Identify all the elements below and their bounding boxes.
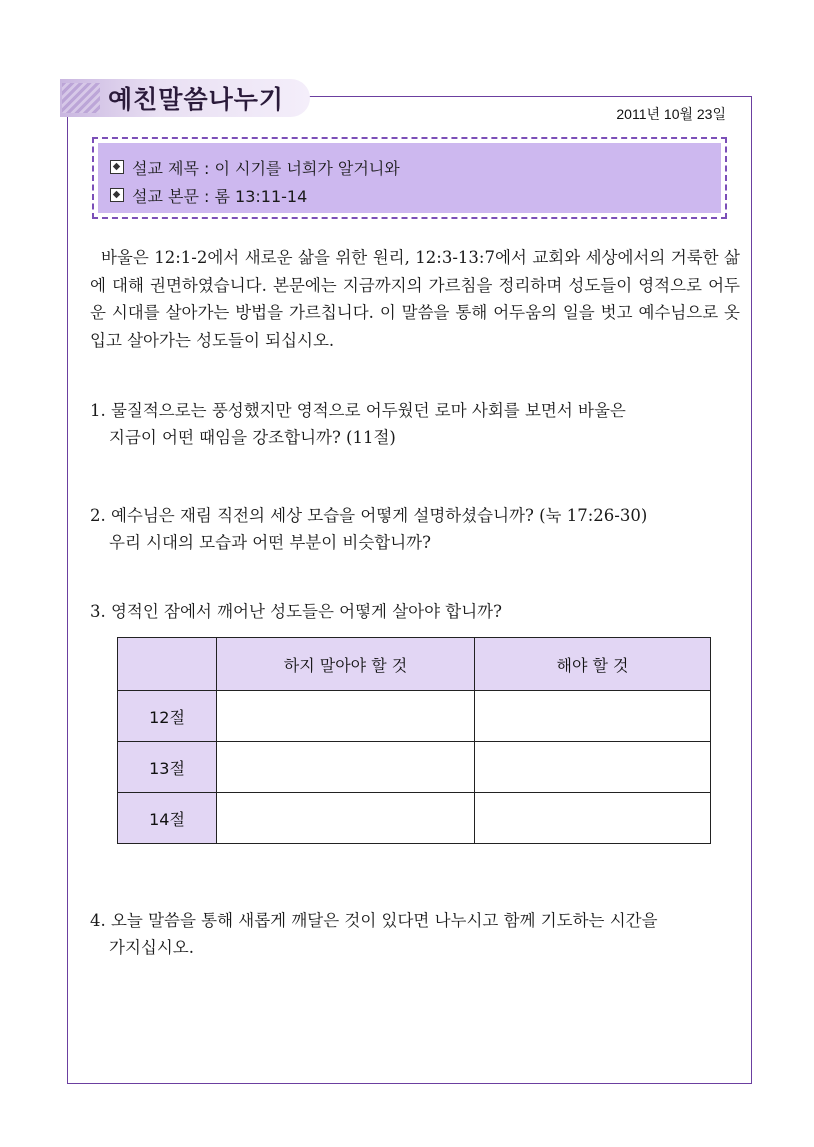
row-label-12: 12절 (118, 691, 217, 742)
question-1-line1: 1. 물질적으로는 풍성했지만 영적으로 어두웠던 로마 사회를 보면서 바울은 (90, 401, 626, 420)
row-label-13: 13절 (118, 742, 217, 793)
question-4-line1: 4. 오늘 말씀을 통해 새롭게 깨달은 것이 있다면 나누시고 함께 기도하는 시간을 (90, 911, 658, 930)
answer-cell[interactable] (217, 793, 475, 844)
answer-cell[interactable] (475, 691, 711, 742)
question-2-line1: 2. 예수님은 재림 직전의 세상 모습을 어떻게 설명하셨습니까? (눅 17:26-30) (90, 506, 648, 525)
date: 2011년 10월 23일 (616, 106, 726, 122)
sermon-info-box (92, 137, 727, 219)
table-row (118, 793, 711, 844)
diamond-bullet-icon (110, 188, 124, 202)
question-4 (90, 907, 740, 961)
table-row (118, 691, 711, 742)
sermon-text: 설교 본문 : 롬 13:11-14 (132, 186, 308, 206)
question-2 (90, 502, 740, 556)
question-3 (90, 598, 740, 625)
table-row (118, 742, 711, 793)
table-header-dont: 하지 말아야 할 것 (217, 638, 475, 691)
row-label-14: 14절 (118, 793, 217, 844)
header-decoration (62, 83, 100, 113)
question-3-line1: 3. 영적인 잠에서 깨어난 성도들은 어떻게 살아야 합니까? (90, 602, 502, 621)
diamond-bullet-icon (110, 160, 124, 174)
answer-cell[interactable] (217, 691, 475, 742)
sermon-text-row (110, 181, 721, 209)
sermon-title: 설교 제목 : 이 시기를 너희가 알거니와 (132, 158, 400, 178)
table-header-corner (118, 638, 217, 691)
question-1 (90, 397, 740, 451)
answer-table (117, 637, 711, 844)
question-4-line2: 가지십시오. (109, 938, 194, 957)
answer-cell[interactable] (217, 742, 475, 793)
intro-text: 바울은 12:1-2에서 새로운 삶을 위한 원리, 12:3-13:7에서 교회와 세상에서의 거룩한 삶에 대해 권면하였습니다. 본문에는 지금까지의 가르침을 정리하며 성도들이 영적으로 어두운 시대를 살아가는 방법을 가르칩니다. 이 말씀을 통해 어두움의 일을 벗고 예수님으로 옷 입고 살아가는 성도들이 되십시오. (90, 248, 740, 350)
answer-cell[interactable] (475, 742, 711, 793)
page-title: 예친말씀나누기 (108, 85, 285, 114)
header-rule (310, 96, 752, 97)
question-2-line2: 우리 시대의 모습과 어떤 부분이 비슷합니까? (109, 533, 431, 552)
intro-paragraph (90, 244, 740, 354)
answer-cell[interactable] (475, 793, 711, 844)
question-1-line2: 지금이 어떤 때임을 강조합니까? (11절) (109, 428, 396, 447)
sermon-title-row (110, 153, 721, 181)
table-header-do: 해야 할 것 (475, 638, 711, 691)
table-header-row (118, 638, 711, 691)
